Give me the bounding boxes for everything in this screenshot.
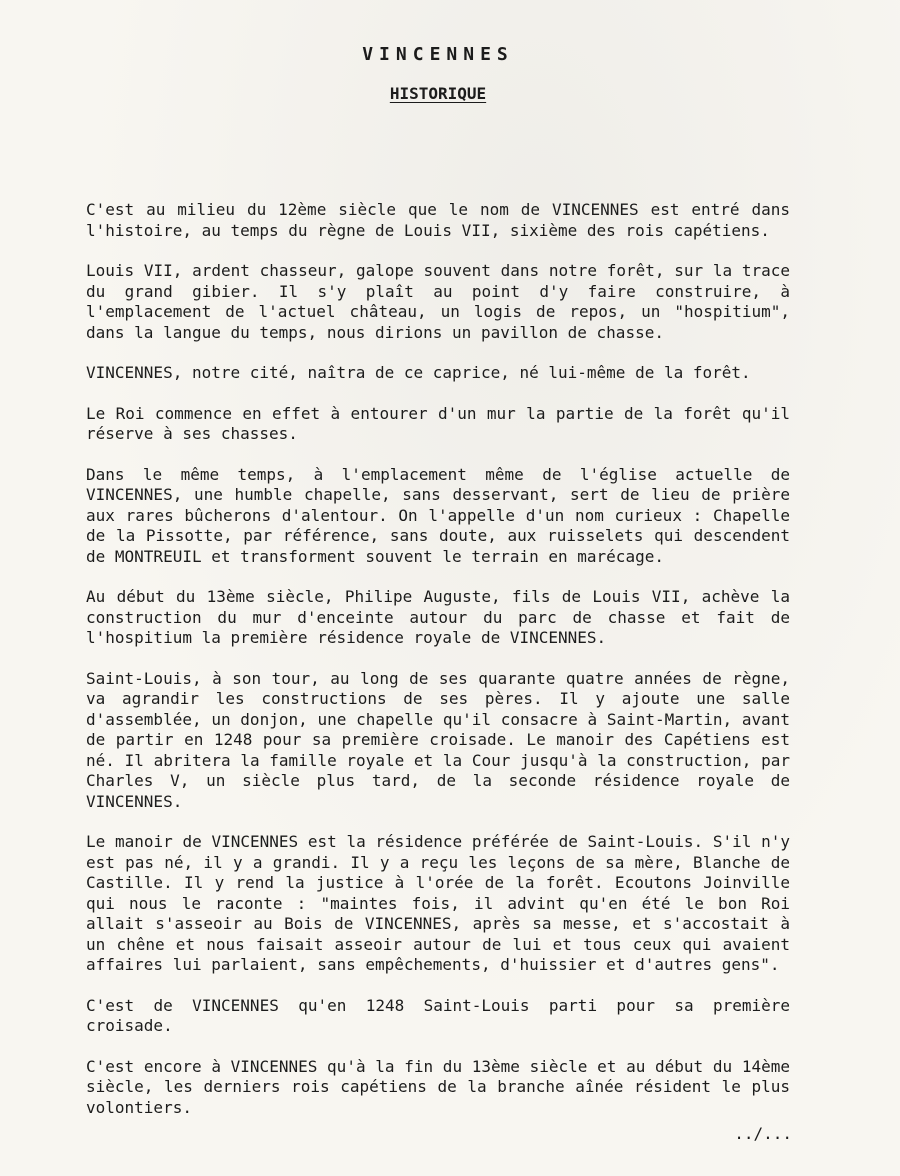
paragraph: C'est encore à VINCENNES qu'à la fin du 13ème siècle et au début du 14ème siècle, les derniers rois capétiens de la branche aînée résident le plus volontiers. (86, 1056, 790, 1117)
page-title: VINCENNES (362, 44, 514, 65)
paragraph: Louis VII, ardent chasseur, galope souvent dans notre forêt, sur la trace du grand gibier. Il s'y plaît au point d'y faire construire, à l'emplacement de l'actuel château, un logis de repos, un "hospitium", dans la langue du temps, nous dirions un pavillon de chasse. (86, 261, 790, 342)
document-body (86, 200, 790, 1138)
continuation-mark: ../... (734, 1124, 792, 1143)
paragraph: Saint-Louis, à son tour, au long de ses quarante quatre années de règne, va agrandir les constructions de ses pères. Il y ajoute une salle d'assemblée, un donjon, une chapelle qu'il consacre à Saint-Martin, avant de partir en 1248 pour sa première croisade. Le manoir des Capétiens est né. Il abritera la famille royale et la Cour jusqu'à la construction, par Charles V, un siècle plus tard, de la seconde résidence royale de VINCENNES. (86, 668, 790, 811)
paragraph: Au début du 13ème siècle, Philipe Auguste, fils de Louis VII, achève la construction du mur d'enceinte autour du parc de chasse et fait de l'hospitium la première résidence royale de VINCENNES. (86, 587, 790, 647)
paragraph: Le Roi commence en effet à entourer d'un mur la partie de la forêt qu'il réserve à ses chasses. (86, 403, 790, 443)
paragraph: Dans le même temps, à l'emplacement même de l'église actuelle de VINCENNES, une humble chapelle, sans desservant, sert de lieu de prière aux rares bûcherons d'alentour. On l'appelle d'un nom curieux : Chapelle de la Pissotte, par référence, sans doute, aux ruisselets qui descendent de MONTREUIL et transforment souvent le terrain en marécage. (86, 464, 790, 566)
paragraph: C'est au milieu du 12ème siècle que le nom de VINCENNES est entré dans l'histoire, au temps du règne de Louis VII, sixième des rois capétiens. (86, 200, 790, 240)
paragraph: VINCENNES, notre cité, naîtra de ce caprice, né lui-même de la forêt. (86, 363, 751, 382)
page-subtitle: HISTORIQUE (389, 84, 487, 103)
paragraph: Le manoir de VINCENNES est la résidence préférée de Saint-Louis. S'il n'y est pas né, il y a grandi. Il y a reçu les leçons de sa mère, Blanche de Castille. Il y rend la justice à l'orée de la forêt. Ecoutons Joinville qui nous le raconte : "maintes fois, il advint qu'en été le bon Roi allait s'asseoir au Bois de VINCENNES, après sa messe, et s'accostait à un chêne et nous faisait asseoir autour de lui et tous ceux qui avaient affaires lui parlaient, sans empêchements, d'huissier et d'autres gens". (86, 832, 790, 974)
paragraph: C'est de VINCENNES qu'en 1248 Saint-Louis parti pour sa première croisade. (86, 995, 790, 1035)
